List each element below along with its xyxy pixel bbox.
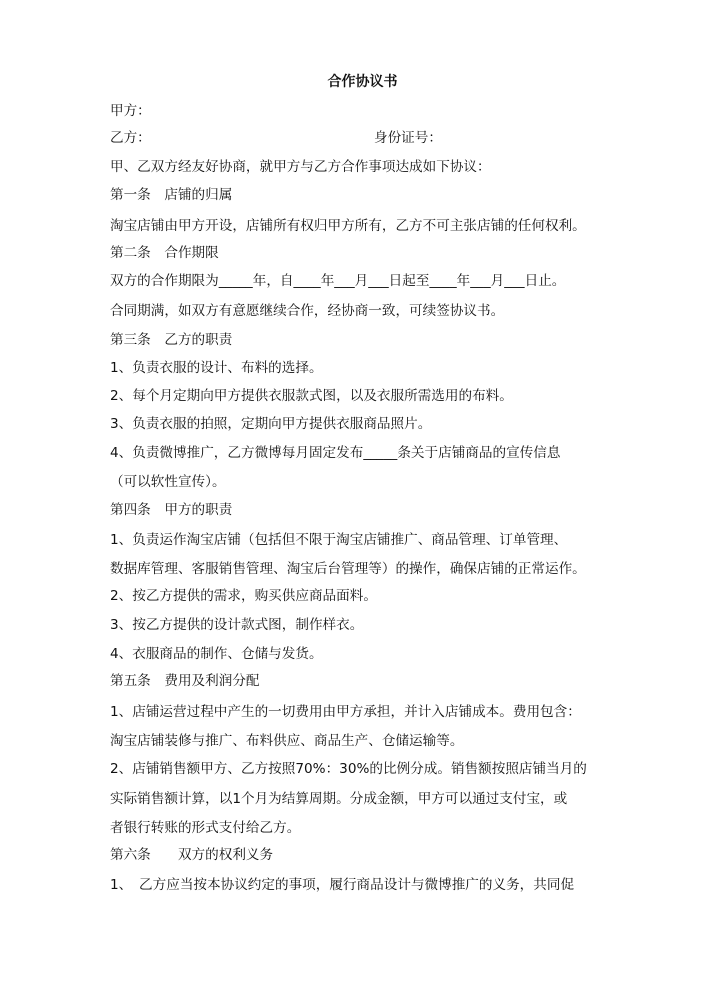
article-3-heading: 第三条 乙方的职责 [110,332,233,348]
paragraph-line: 1、负责运作淘宝店铺（包括但不限于淘宝店铺推广、商品管理、订单管理、 [110,532,568,548]
paragraph-line: （可以软性宣传）。 [110,474,226,490]
paragraph-line: 2、店铺销售额甲方、乙方按照70%：30%的比例分成。销售额按照店铺当月的 [110,761,587,777]
party-a-label: 甲方： [110,103,151,119]
paragraph-line: 3、按乙方提供的设计款式图，制作样衣。 [110,617,364,633]
article-1-heading: 第一条 店铺的归属 [110,187,233,203]
paragraph-line: 数据库管理、客服销售管理、淘宝后台管理等）的操作，确保店铺的正常运作。 [110,561,586,577]
id-number-label: 身份证号： [374,130,442,146]
paragraph-line: 实际销售额计算，以1个月为结算周期。分成金额，甲方可以通过支付宝，或 [110,791,568,807]
paragraph-line: 双方的合作期限为_____年，自____年___月___日起至____年___月___日止。 [110,273,566,289]
article-4-heading: 第四条 甲方的职责 [110,502,233,518]
article-6-heading: 第六条 双方的权利义务 [110,847,274,863]
paragraph-line: 1、负责衣服的设计、布料的选择。 [110,360,323,376]
paragraph-line: 合同期满，如双方有意愿继续合作，经协商一致，可续签协议书。 [110,303,505,319]
paragraph-line: 4、负责微博推广，乙方微博每月固定发布_____条关于店铺商品的宣传信息 [110,445,561,461]
paragraph-line: 淘宝店铺由甲方开设，店铺所有权归甲方所有，乙方不可主张店铺的任何权利。 [110,218,586,234]
paragraph-line: 4、衣服商品的制作、仓储与发货。 [110,646,323,662]
paragraph-line: 2、按乙方提供的需求，购买供应商品面料。 [110,588,377,604]
paragraph-line: 2、每个月定期向甲方提供衣服款式图，以及衣服所需选用的布料。 [110,388,513,404]
document-title: 合作协议书 [327,74,398,90]
intro-line: 甲、乙双方经友好协商，就甲方与乙方合作事项达成如下协议： [110,159,491,175]
paragraph-line: 1、 乙方应当按本协议约定的事项，履行商品设计与微博推广的义务，共同促 [110,877,575,893]
party-b-label: 乙方： [110,130,151,146]
article-2-heading: 第二条 合作期限 [110,245,219,261]
paragraph-line: 3、负责衣服的拍照，定期向甲方提供衣服商品照片。 [110,416,432,432]
paragraph-line: 1、店铺运营过程中产生的一切费用由甲方承担，并计入店铺成本。费用包含： [110,704,581,720]
article-5-heading: 第五条 费用及利润分配 [110,673,260,689]
paragraph-line: 淘宝店铺装修与推广、布料供应、商品生产、仓储运输等。 [110,733,464,749]
paragraph-line: 者银行转账的形式支付给乙方。 [110,820,301,836]
